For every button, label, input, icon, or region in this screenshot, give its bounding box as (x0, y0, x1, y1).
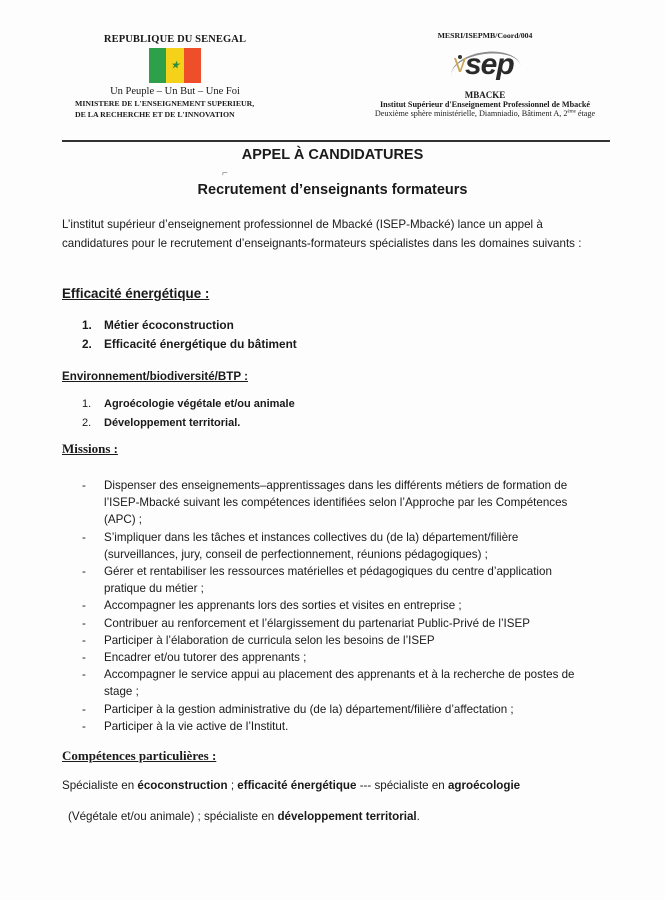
bullet-dash-icon: - (82, 719, 86, 733)
list-item: 1. Agroécologie végétale et/ou animale (82, 398, 295, 410)
bullet-dash-icon: - (82, 479, 86, 492)
bullet-dash-icon: - (82, 530, 86, 544)
list-item: - Participer à la gestion administrative du (de la) département/filière d’affectation ; (82, 701, 582, 718)
bullet-dash-icon: - (82, 668, 86, 682)
page-subtitle: Recrutement d’enseignants formateurs (197, 182, 468, 198)
list-item: - Encadrer et/ou tutorer des apprenants ; (82, 649, 582, 666)
ministry-name: MINISTERE DE L'ENSEIGNEMENT SUPERIEUR, DE LA RECHERCHE ET DE L'INNOVATION (75, 99, 255, 119)
list-item: - Accompagner les apprenants lors des sorties et visites en entreprise ; (82, 597, 582, 614)
list-item: - Contribuer au renforcement et l’élargissement du partenariat Public-Privé de l’ISEP (82, 615, 582, 632)
heading-environnement: Environnement/biodiversité/BTP : (62, 370, 248, 383)
list-item: - Accompagner le service appui au placement des apprenants et à la recherche de postes de stage ; (82, 666, 582, 700)
missions-list (82, 477, 582, 735)
list-item: - Participer à l’élaboration de curricula selon les besoins de l’ISEP (82, 632, 582, 649)
list-item: - Participer à la vie active de l’Institut. (82, 718, 582, 735)
institute-address: Deuxième sphère ministérielle, Diamniadio, Bâtiment A, 2ème étage (374, 109, 596, 118)
efficacite-list (82, 316, 297, 354)
list-item: 2. Développement territorial. (82, 417, 241, 429)
national-motto: Un Peuple – Un But – Une Foi (110, 86, 240, 97)
flag-star-icon: ★ (170, 58, 180, 71)
country-name: REPUBLIQUE DU SENEGAL (103, 34, 247, 45)
heading-missions: Missions : (62, 441, 118, 456)
isep-logo (445, 46, 525, 88)
bullet-dash-icon: - (82, 702, 86, 716)
list-item: - Gérer et rentabiliser les ressources matérielles et pédagogiques du centre d’application pratique du métier ; (82, 563, 582, 597)
institute-name: Institut Supérieur d'Enseignement Professionnel de Mbacké (379, 100, 591, 109)
bullet-dash-icon: - (82, 616, 86, 630)
competences-line-2: (Végétale et/ou animale) ; spécialiste en développement territorial. (68, 810, 420, 823)
bullet-dash-icon: - (82, 633, 86, 647)
competences-line-1: Spécialiste en écoconstruction ; efficacité énergétique --- spécialiste en agroécologie (62, 779, 521, 792)
document-reference: MESRI/ISEPMB/Coord/004 (437, 31, 533, 40)
list-item: 2. Efficacité énergétique du bâtiment (82, 337, 297, 351)
heading-efficacite: Efficacité énergétique : (62, 286, 210, 301)
logo-text: sep (465, 48, 514, 81)
bullet-dash-icon: - (82, 565, 86, 579)
scan-mark: ⌐ (222, 168, 228, 179)
page-title: APPEL À CANDIDATURES (241, 147, 424, 163)
list-item: - S’impliquer dans les tâches et instances collectives du (de la) département/filière (surveillances, jury, conseil de perfectionnement, réunions pédagogiques) ; (82, 529, 582, 563)
environnement-list (82, 395, 295, 433)
bullet-dash-icon: - (82, 651, 86, 665)
senegal-flag-icon (149, 48, 201, 83)
list-item: 1. Métier écoconstruction (82, 318, 234, 332)
header-divider (62, 140, 610, 142)
bullet-dash-icon: - (82, 599, 86, 613)
intro-paragraph: L’institut supérieur d’enseignement professionnel de Mbacké (ISEP-Mbacké) lance un appel à candidatures pour le recrutement d’enseignants-formateurs spécialistes dans les domaines suivants : (62, 218, 582, 250)
city-name: MBACKE (464, 90, 506, 100)
header-right (355, 31, 615, 118)
list-item: - Dispenser des enseignements–apprentissages dans les différents métiers de formation de l’ISEP-Mbacké suivant les compétences identifiées selon l’Approche par les Compétences (APC) ; (82, 477, 582, 529)
heading-competences: Compétences particulières : (62, 748, 217, 763)
header-left (60, 34, 290, 120)
